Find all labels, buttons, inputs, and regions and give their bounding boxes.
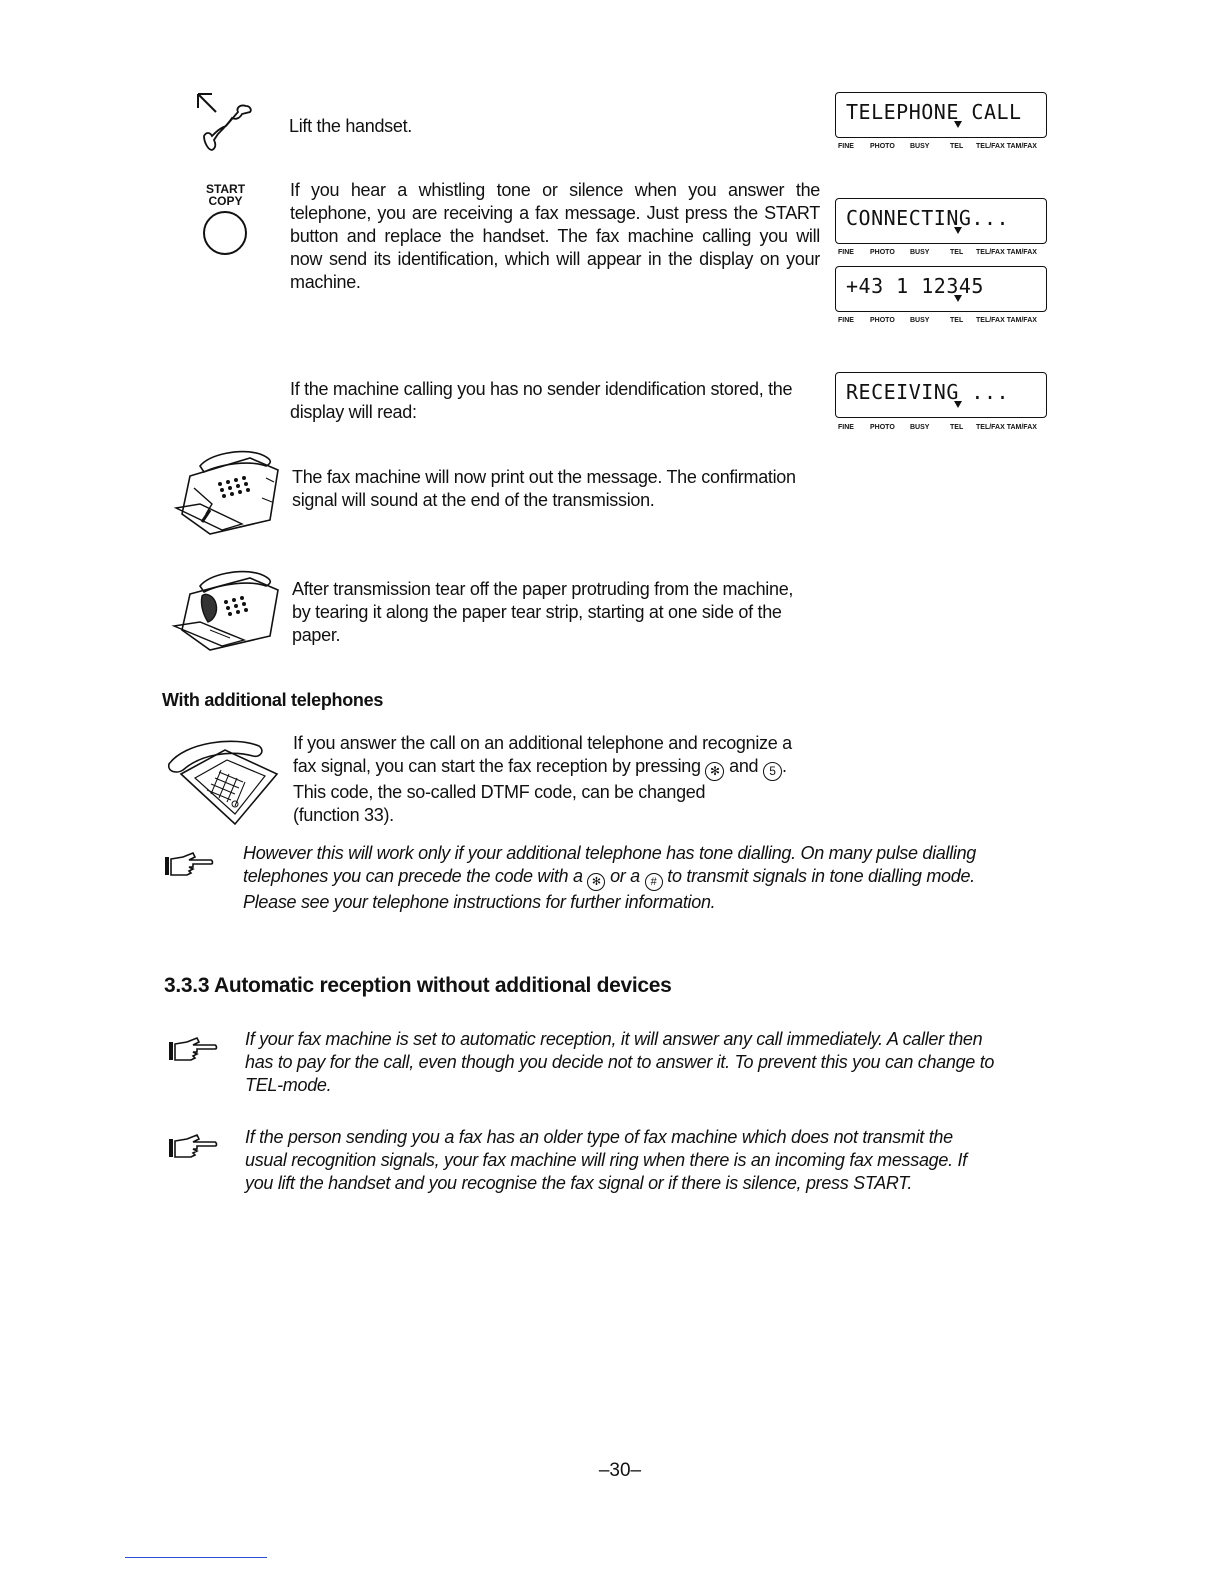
note-2-line: has to pay for the call, even though you decide not to answer it. To prevent this you can change to — [245, 1052, 995, 1072]
scan-line — [125, 1557, 267, 1558]
indicator-tel: TEL — [950, 317, 964, 324]
tear-line: After transmission tear off the paper protruding from the machine, — [292, 579, 794, 599]
whistle-line: machine. — [290, 272, 361, 292]
whistle-line: telephone, you are receiving a fax message. Just press the START — [290, 203, 820, 223]
indicator-busy: BUSY — [910, 317, 930, 324]
indicator-row — [838, 249, 1050, 261]
lcd-display — [835, 266, 1047, 312]
note-3-line: you lift the handset and you recognise the fax signal or if there is silence, press START. — [245, 1173, 913, 1193]
additional-line: If you answer the call on an additional telephone and recognize a — [293, 733, 792, 753]
indicator-fine: FINE — [838, 424, 854, 431]
indicator-row — [838, 317, 1050, 329]
indicator-tel: TEL — [950, 424, 964, 431]
note-1-line — [243, 865, 1063, 891]
lcd-text: +43 1 12345 — [846, 274, 984, 298]
additional-telephones-heading: With additional telephones — [162, 690, 384, 710]
print-line: The fax machine will now print out the message. The confirmation — [292, 467, 796, 487]
additional-line — [293, 755, 853, 781]
lcd-arrow-icon — [954, 295, 962, 302]
start-copy-button-icon — [200, 208, 250, 258]
note-1-or: or a — [610, 866, 640, 886]
additional-line: (function 33). — [293, 805, 394, 825]
hash-key-icon: # — [645, 873, 663, 891]
indicator-tel: TEL — [950, 249, 964, 256]
indicator-photo: PHOTO — [870, 143, 895, 150]
start-copy-label — [203, 183, 248, 207]
indicator-fine: FINE — [838, 143, 854, 150]
indicator-tel: TEL — [950, 143, 964, 150]
indicator-busy: BUSY — [910, 143, 930, 150]
copy-label: COPY — [208, 194, 243, 208]
lcd-text: CONNECTING... — [846, 206, 1010, 230]
no-id-line: display will read: — [290, 402, 417, 422]
indicator-busy: BUSY — [910, 249, 930, 256]
indicator-fine: FINE — [838, 317, 854, 324]
lcd-arrow-icon — [954, 401, 962, 408]
indicator-photo: PHOTO — [870, 249, 895, 256]
whistle-line: button and replace the handset. The fax machine calling you will — [290, 226, 820, 246]
telephone-icon — [155, 728, 285, 828]
note-1 — [243, 842, 1063, 914]
tear-line: by tearing it along the paper tear strip, starting at one side of the — [292, 602, 782, 622]
note-2-line: TEL-mode. — [245, 1075, 332, 1095]
page-number: –30– — [598, 1460, 642, 1481]
indicator-row — [838, 143, 1050, 155]
lcd-text: RECEIVING ... — [846, 380, 1010, 404]
indicator-photo: PHOTO — [870, 424, 895, 431]
lcd-arrow-icon — [954, 227, 962, 234]
no-id-line: If the machine calling you has no sender idendification stored, the — [290, 379, 793, 399]
print-paragraph — [292, 466, 822, 512]
note-1-text: telephones you can precede the code with a — [243, 866, 583, 886]
fax-machine-tear-icon — [170, 570, 285, 652]
note-2 — [245, 1028, 1065, 1097]
whistle-line: now send its identification, which will appear in the display on your — [290, 249, 820, 269]
lcd-display — [835, 92, 1047, 138]
pointing-hand-icon — [167, 1036, 219, 1064]
additional-text: fax signal, you can start the fax reception by pressing — [293, 756, 701, 776]
tear-paragraph — [292, 578, 822, 647]
pointing-hand-icon — [167, 1133, 219, 1161]
note-2-line: If your fax machine is set to automatic reception, it will answer any call immediately. A caller then — [245, 1029, 983, 1049]
additional-and: and — [729, 756, 759, 776]
additional-paragraph — [293, 732, 853, 827]
indicator-telfax: TEL/FAX TAM/FAX — [976, 249, 1037, 256]
lcd-display — [835, 198, 1047, 244]
pointing-hand-icon — [163, 851, 215, 879]
whistle-paragraph — [290, 179, 820, 294]
start-label: START — [205, 182, 246, 196]
note-3-line: If the person sending you a fax has an older type of fax machine which does not transmit the — [245, 1127, 953, 1147]
fax-machine-print-icon — [170, 448, 285, 538]
indicator-busy: BUSY — [910, 424, 930, 431]
note-3-line: usual recognition signals, your fax machine will ring when there is an incoming fax message. If — [245, 1150, 967, 1170]
star-key-icon: ✻ — [705, 762, 724, 781]
indicator-row — [838, 424, 1050, 436]
lift-handset-text: Lift the handset. — [289, 116, 412, 136]
indicator-telfax: TEL/FAX TAM/FAX — [976, 317, 1037, 324]
handset-lift-icon — [190, 88, 262, 154]
star-key-icon: ✻ — [587, 873, 605, 891]
lcd-arrow-icon — [954, 121, 962, 128]
indicator-telfax: TEL/FAX TAM/FAX — [976, 424, 1037, 431]
note-1-line: Please see your telephone instructions for further information. — [243, 892, 716, 912]
tear-line: paper. — [292, 625, 341, 645]
print-line: signal will sound at the end of the transmission. — [292, 490, 655, 510]
period: . — [781, 756, 787, 776]
whistle-line: If you hear a whistling tone or silence when you answer the — [290, 180, 820, 200]
note-1-line: However this will work only if your additional telephone has tone dialling. On many pulse dialling — [243, 843, 977, 863]
note-3 — [245, 1126, 1065, 1195]
lcd-display — [835, 372, 1047, 418]
indicator-telfax: TEL/FAX TAM/FAX — [976, 143, 1037, 150]
note-1-text: to transmit signals in tone dialling mode. — [667, 866, 975, 886]
indicator-fine: FINE — [838, 249, 854, 256]
indicator-photo: PHOTO — [870, 317, 895, 324]
lcd-text: TELEPHONE CALL — [846, 100, 1022, 124]
section-title: 3.3.3 Automatic reception without additional devices — [164, 974, 672, 997]
no-id-paragraph — [290, 378, 820, 424]
five-key-icon: 5 — [763, 762, 782, 781]
additional-line: This code, the so-called DTMF code, can be changed — [293, 782, 706, 802]
